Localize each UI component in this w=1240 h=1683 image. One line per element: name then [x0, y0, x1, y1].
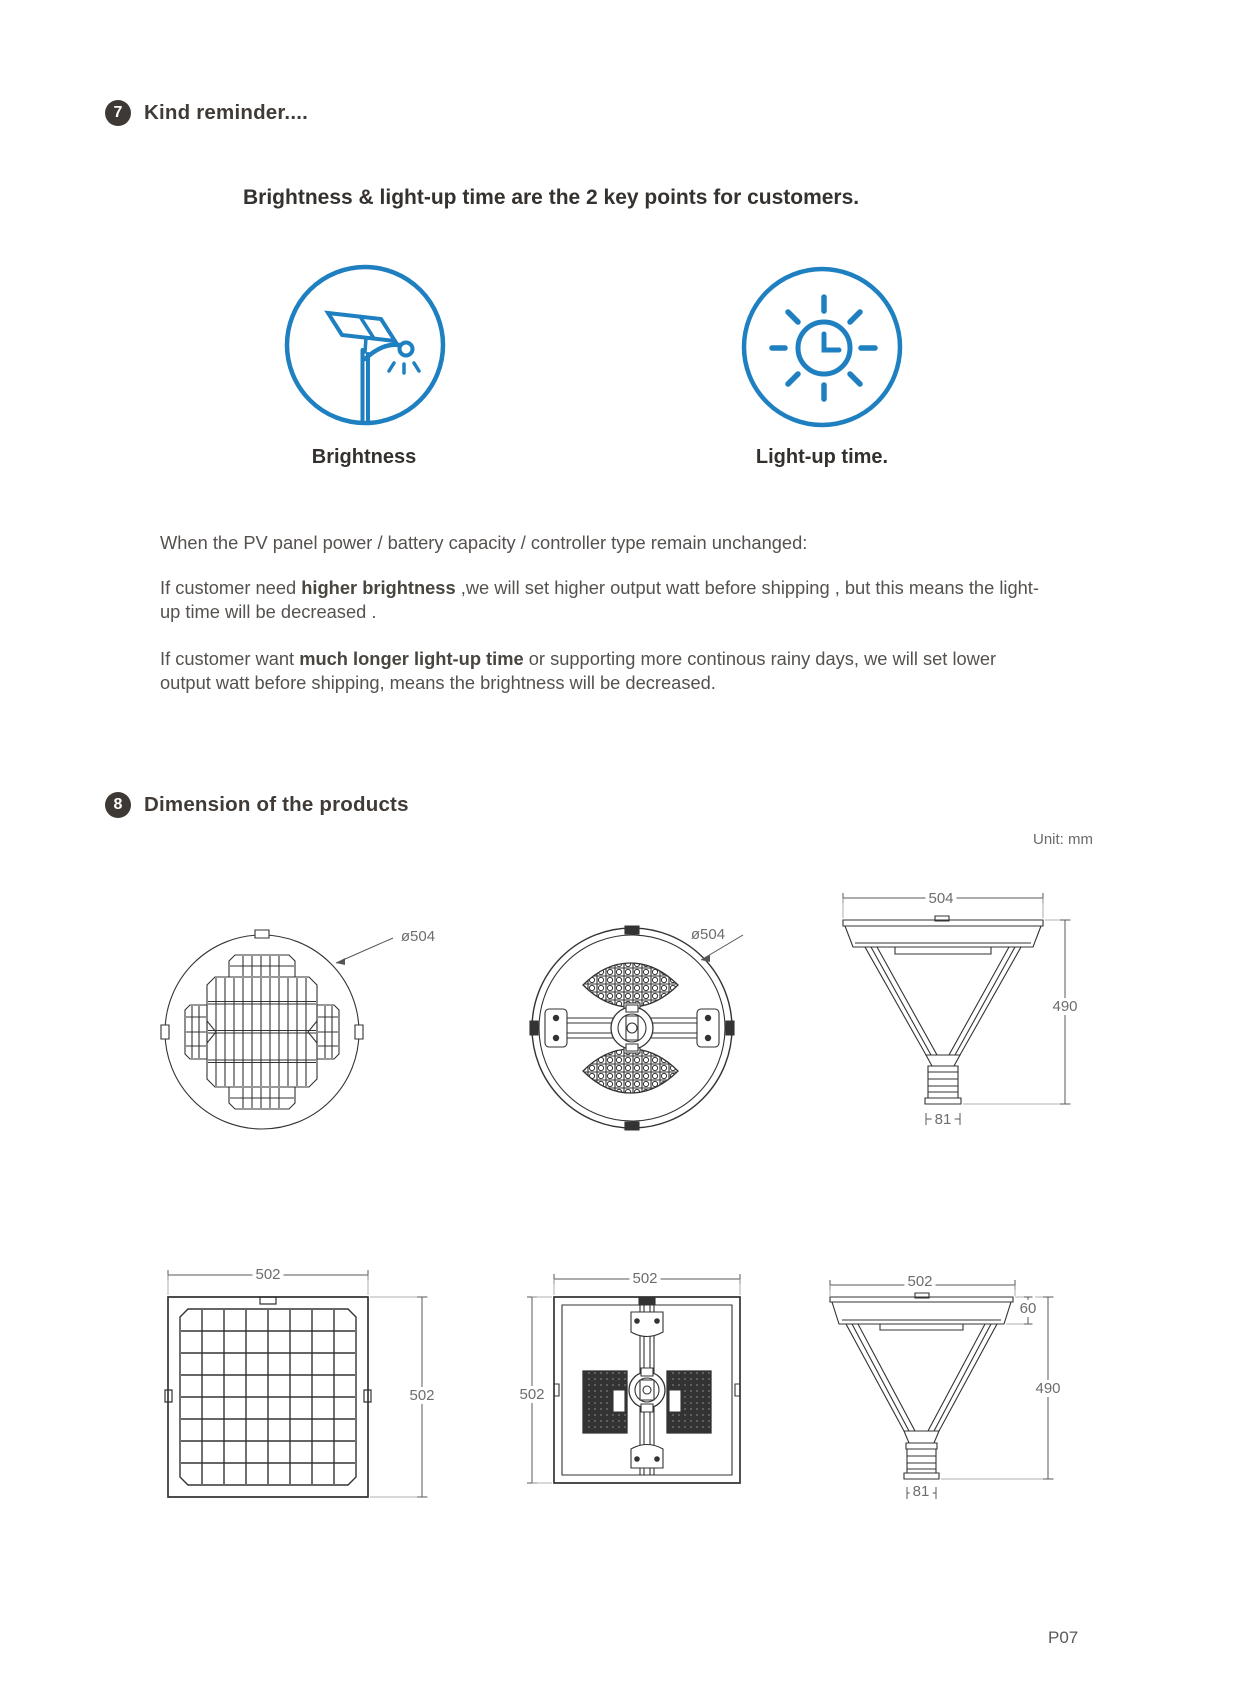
unit-label: Unit: mm	[1033, 831, 1093, 848]
para2-pre: If customer want	[160, 648, 300, 669]
section-7-badge: 7	[105, 100, 131, 126]
paragraph-brightness	[160, 576, 1040, 623]
section-8-header	[105, 792, 409, 818]
section-8-title: Dimension of the products	[144, 793, 409, 816]
drawing-square-bottom-view	[520, 1268, 755, 1500]
dim-square-side-height: 490	[1032, 1380, 1063, 1397]
key-points-statement: Brightness & light-up time are the 2 key points for customers.	[243, 186, 860, 209]
drawing-round-top-view	[155, 925, 415, 1139]
lightup-label: Light-up time.	[755, 446, 889, 468]
paragraph-lightup	[160, 647, 1040, 694]
para2-post: or supporting more continous rainy days, we will set lower output watt before shipping, means the brightness will be decreased.	[160, 648, 997, 693]
dim-square-side-cap: 60	[1017, 1300, 1040, 1317]
solar-street-light-icon	[282, 262, 448, 428]
brightness-label: Brightness	[311, 446, 417, 468]
section-8-badge: 8	[105, 792, 131, 818]
sun-clock-icon	[739, 264, 905, 430]
dim-round-side-mount: 81	[932, 1111, 955, 1128]
dim-round-top-diameter: ø504	[398, 928, 438, 945]
dim-square-top-height: 502	[406, 1387, 437, 1404]
section-7-header	[105, 100, 308, 126]
page-number: P07	[1048, 1628, 1079, 1647]
dim-square-side-width: 502	[904, 1273, 935, 1290]
intro-paragraph: When the PV panel power / battery capacity / controller type remain unchanged:	[160, 532, 808, 553]
para1-bold: higher brightness	[301, 577, 456, 598]
para1-post: ,we will set higher output watt before shipping , but this means the light-up time will be decreased .	[160, 577, 1039, 622]
drawing-square-top-view	[160, 1268, 435, 1503]
dim-square-side-mount: 81	[910, 1483, 933, 1500]
dim-round-bottom-diameter: ø504	[688, 926, 728, 943]
para2-bold: much longer light-up time	[299, 648, 524, 669]
para1-pre: If customer need	[160, 577, 302, 598]
brightness-icon-wrap	[282, 262, 448, 428]
dim-round-side-width: 504	[925, 890, 956, 907]
dim-square-top-width: 502	[252, 1266, 283, 1283]
dim-round-side-height: 490	[1049, 998, 1080, 1015]
section-7-title: Kind reminder....	[144, 101, 309, 124]
drawing-round-bottom-view	[525, 920, 755, 1138]
dim-square-bottom-width: 502	[629, 1270, 660, 1287]
lightup-icon-wrap	[739, 264, 905, 430]
dim-square-bottom-height: 502	[516, 1386, 547, 1403]
